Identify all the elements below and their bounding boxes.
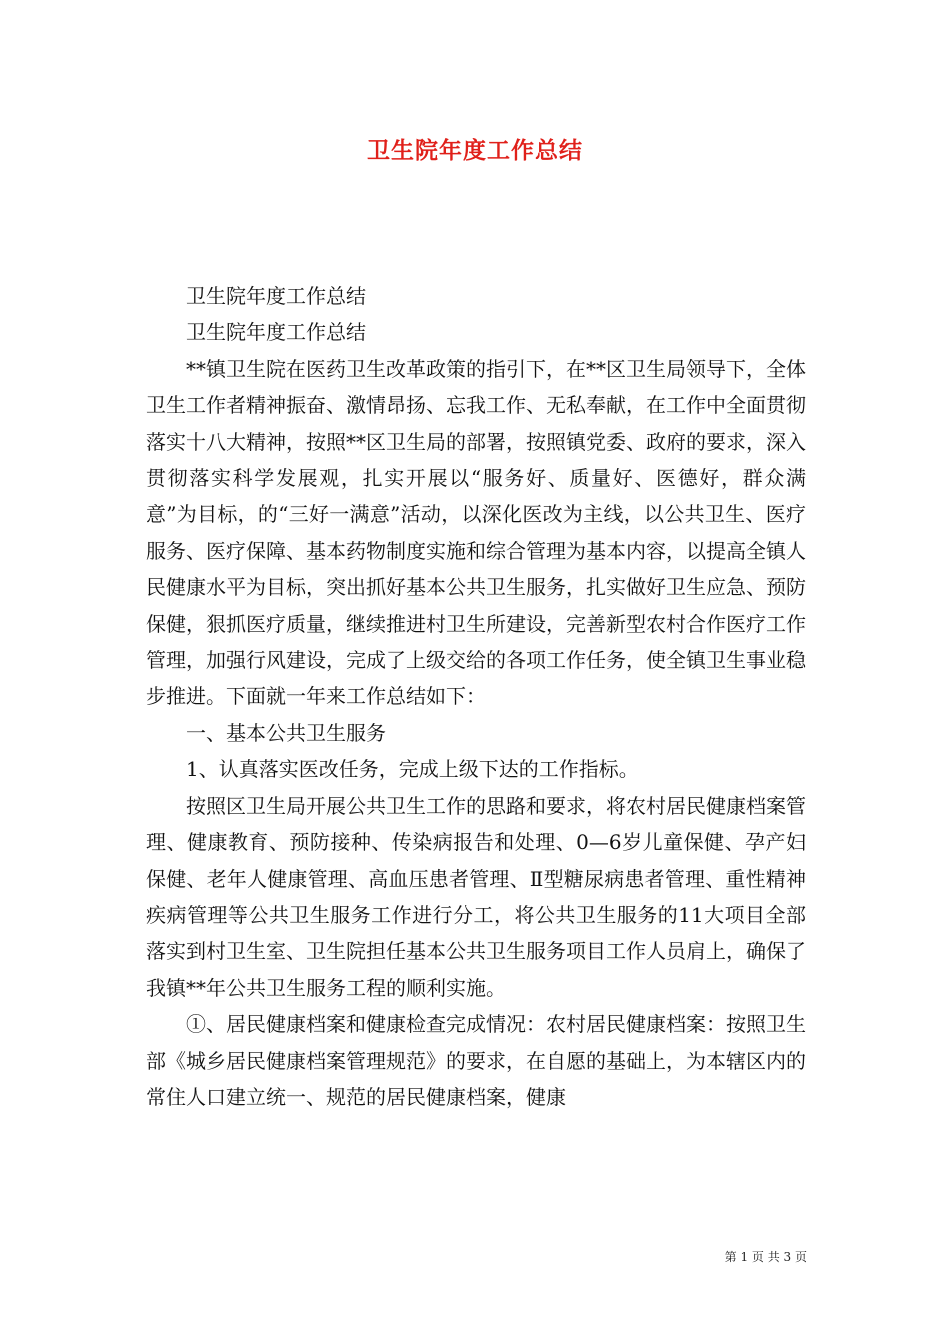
section-heading: 一、基本公共卫生服务 xyxy=(186,720,386,745)
paragraph: 卫生院年度工作总结 xyxy=(186,320,366,345)
document-title: 卫生院年度工作总结 xyxy=(367,137,583,164)
paragraph: ①、居民健康档案和健康检查完成情况：农村居民健康档案：按照卫生部《城乡居民健康档案管理规范》的要求，在自愿的基础上，为本辖区内的常住人口建立统一、规范的居民健康档案，健康 xyxy=(146,1012,806,1109)
paragraph: **镇卫生院在医药卫生改革政策的指引下，在**区卫生局领导下，全体卫生工作者精神振奋、激情昂扬、忘我工作、无私奉献，在工作中全面贯彻落实十八大精神，按照**区卫生局的部署，按照镇党委、政府的要求，深入贯彻落实科学发展观，扎实开展以“服务好、质量好、医德好，群众满意”为目标，的“三好一满意”活动，以深化医改为主线，以公共卫生、医疗服务、医疗保障、基本药物制度实施和综合管理为基本内容，以提高全镇人民健康水平为目标，突出抓好基本公共卫生服务，扎实做好卫生应急、预防保健，狠抓医疗质量，继续推进村卫生所建设，完善新型农村合作医疗工作管理，加强行风建设，完成了上级交给的各项工作任务，使全镇卫生事业稳步推进。下面就一年来工作总结如下： xyxy=(146,356,806,709)
page-footer: 第 1 页 共 3 页 xyxy=(724,1250,807,1264)
paragraph: 卫生院年度工作总结 xyxy=(186,284,366,308)
subsection-heading: 1、认真落实医改任务，完成上级下达的工作指标。 xyxy=(186,757,639,782)
document-body xyxy=(146,278,806,1115)
paragraph: 按照区卫生局开展公共卫生工作的思路和要求，将农村居民健康档案管理、健康教育、预防接种、传染病报告和处理、0—6岁儿童保健、孕产妇保健、老年人健康管理、高血压患者管理、Ⅱ型糖尿病患者管理、重性精神疾病管理等公共卫生服务工作进行分工，将公共卫生服务的11大项目全部落实到村卫生室、卫生院担任基本公共卫生服务项目工作人员肩上，确保了我镇**年公共卫生服务工程的顺利实施。 xyxy=(146,793,806,1000)
